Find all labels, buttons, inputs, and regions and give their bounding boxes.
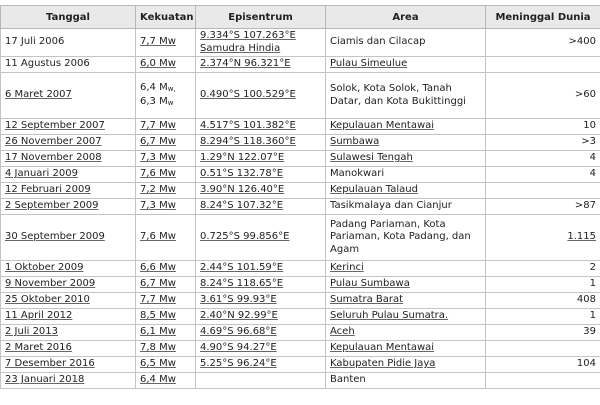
cell-magnitude[interactable] — [136, 135, 196, 151]
table-row — [1, 357, 600, 373]
cell-deaths-text: 2 — [590, 262, 596, 273]
cell-deaths — [486, 309, 600, 325]
cell-area-text[interactable]: Pulau Simeulue — [330, 58, 407, 69]
cell-date[interactable] — [1, 309, 136, 325]
cell-area[interactable] — [326, 341, 486, 357]
cell-deaths[interactable] — [486, 215, 600, 261]
cell-date-text[interactable]: 26 November 2007 — [5, 136, 102, 147]
cell-epicenter[interactable] — [196, 183, 326, 199]
cell-area[interactable] — [326, 183, 486, 199]
cell-deaths-text: 4 — [590, 168, 596, 179]
cell-epicenter[interactable] — [196, 309, 326, 325]
cell-epicenter — [196, 373, 326, 389]
cell-deaths-text: >3 — [581, 136, 596, 147]
cell-area[interactable] — [326, 57, 486, 73]
cell-date-text[interactable]: 4 Januari 2009 — [5, 168, 78, 179]
cell-date-text[interactable]: 7 Desember 2016 — [5, 358, 95, 369]
cell-magnitude[interactable] — [136, 215, 196, 261]
cell-epicenter-text[interactable]: 2.44°S 101.59°E — [200, 262, 283, 273]
cell-magnitude-text[interactable]: 6,5 Mw — [140, 358, 176, 369]
cell-date-text[interactable]: 1 Oktober 2009 — [5, 262, 83, 273]
col-header-date[interactable]: Tanggal — [1, 6, 136, 29]
cell-area-text: Manokwari — [330, 168, 384, 179]
cell-area — [326, 199, 486, 215]
cell-area[interactable] — [326, 135, 486, 151]
cell-deaths — [486, 357, 600, 373]
cell-magnitude[interactable] — [136, 261, 196, 277]
cell-magnitude[interactable] — [136, 309, 196, 325]
cell-date-text[interactable]: 17 November 2008 — [5, 152, 102, 163]
cell-magnitude — [136, 73, 196, 119]
cell-deaths-text: >400 — [569, 36, 596, 47]
cell-area[interactable] — [326, 325, 486, 341]
cell-epicenter[interactable] — [196, 119, 326, 135]
cell-epicenter-text[interactable]: 8.294°S 118.360°E — [200, 136, 296, 147]
cell-date-text: 11 Agustus 2006 — [5, 58, 90, 69]
cell-date[interactable] — [1, 277, 136, 293]
table-row — [1, 151, 600, 167]
cell-area-text: Ciamis dan Cilacap — [330, 36, 425, 47]
cell-date[interactable] — [1, 167, 136, 183]
cell-area[interactable] — [326, 309, 486, 325]
cell-area-text[interactable]: Kepulauan Mentawai — [330, 342, 434, 353]
cell-epicenter[interactable] — [196, 29, 326, 57]
cell-date[interactable] — [1, 183, 136, 199]
table-row — [1, 73, 600, 119]
cell-area — [326, 29, 486, 57]
cell-magnitude[interactable] — [136, 277, 196, 293]
cell-date-text[interactable]: 9 November 2009 — [5, 278, 95, 289]
magnitude-subscript: w, — [168, 85, 176, 93]
cell-epicenter[interactable] — [196, 73, 326, 119]
cell-date[interactable] — [1, 325, 136, 341]
cell-deaths — [486, 341, 600, 357]
cell-magnitude-text[interactable]: 6,7 Mw — [140, 136, 176, 147]
cell-deaths-text[interactable]: 1.115 — [567, 231, 596, 242]
cell-date-text[interactable]: 23 Januari 2018 — [5, 374, 84, 385]
cell-deaths — [486, 119, 600, 135]
cell-magnitude[interactable] — [136, 199, 196, 215]
cell-magnitude-text[interactable]: 6,7 Mw — [140, 278, 176, 289]
cell-date-text[interactable]: 12 Februari 2009 — [5, 184, 91, 195]
cell-deaths-text: 10 — [583, 120, 596, 131]
cell-magnitude-text[interactable]: 7,7 Mw — [140, 120, 176, 131]
cell-magnitude-text[interactable]: 7,8 Mw — [140, 342, 176, 353]
cell-epicenter[interactable] — [196, 167, 326, 183]
table-row — [1, 373, 600, 389]
cell-epicenter[interactable] — [196, 341, 326, 357]
cell-epicenter-text[interactable]: 1.29°N 122.07°E — [200, 152, 284, 163]
cell-deaths — [486, 151, 600, 167]
cell-epicenter[interactable] — [196, 57, 326, 73]
cell-epicenter[interactable] — [196, 325, 326, 341]
cell-area — [326, 167, 486, 183]
cell-deaths — [486, 325, 600, 341]
cell-epicenter-text[interactable]: 0.51°S 132.78°E — [200, 168, 283, 179]
cell-magnitude[interactable] — [136, 183, 196, 199]
cell-magnitude-text[interactable]: 7,2 Mw — [140, 184, 176, 195]
cell-epicenter[interactable] — [196, 215, 326, 261]
cell-deaths — [486, 277, 600, 293]
cell-date-text[interactable]: 2 Maret 2016 — [5, 342, 72, 353]
cell-deaths — [486, 73, 600, 119]
cell-deaths — [486, 57, 600, 73]
cell-area — [326, 373, 486, 389]
cell-magnitude[interactable] — [136, 293, 196, 309]
cell-date-text[interactable]: 2 Juli 2013 — [5, 326, 58, 337]
cell-deaths-text: 408 — [577, 294, 596, 305]
cell-area[interactable] — [326, 293, 486, 309]
cell-deaths — [486, 29, 600, 57]
cell-epicenter-text[interactable]: 2.374°N 96.321°E — [200, 58, 291, 69]
col-header-area[interactable]: Area — [326, 6, 486, 29]
cell-date[interactable] — [1, 293, 136, 309]
cell-area[interactable] — [326, 277, 486, 293]
cell-epicenter-text[interactable]: 8.24°S 107.32°E — [200, 200, 283, 211]
cell-magnitude-text[interactable]: 7,3 Mw — [140, 152, 176, 163]
cell-date-text[interactable]: 2 September 2009 — [5, 200, 98, 211]
table-row — [1, 325, 600, 341]
cell-date-text[interactable]: 6 Maret 2007 — [5, 89, 72, 100]
cell-area[interactable] — [326, 357, 486, 373]
cell-area-text[interactable]: Sumbawa — [330, 136, 379, 147]
cell-date — [1, 57, 136, 73]
cell-date[interactable] — [1, 151, 136, 167]
cell-magnitude-text[interactable]: 6,0 Mw — [140, 58, 176, 69]
cell-magnitude-text[interactable]: 6,1 Mw — [140, 326, 176, 337]
cell-date-text[interactable]: 12 September 2007 — [5, 120, 105, 131]
cell-epicenter[interactable] — [196, 277, 326, 293]
cell-area-text[interactable]: Pulau Sumbawa — [330, 278, 410, 289]
earthquake-table — [0, 5, 600, 389]
cell-deaths-text: 39 — [583, 326, 596, 337]
table-row — [1, 183, 600, 199]
cell-deaths — [486, 261, 600, 277]
cell-date[interactable] — [1, 341, 136, 357]
cell-date — [1, 29, 136, 57]
table-row — [1, 293, 600, 309]
table-row — [1, 341, 600, 357]
cell-area[interactable] — [326, 151, 486, 167]
cell-magnitude-text[interactable]: 6,6 Mw — [140, 262, 176, 273]
cell-epicenter[interactable] — [196, 135, 326, 151]
cell-magnitude[interactable] — [136, 341, 196, 357]
cell-area-text[interactable]: Seluruh Pulau Sumatra. — [330, 310, 448, 321]
cell-deaths-text: >60 — [575, 89, 596, 100]
cell-date[interactable] — [1, 135, 136, 151]
cell-area-text[interactable]: Sulawesi Tengah — [330, 152, 413, 163]
cell-epicenter-text[interactable]: 9.334°S 107.263°E Samudra Hindia — [200, 30, 296, 54]
cell-area — [326, 215, 486, 261]
cell-epicenter-text[interactable]: 4.517°S 101.382°E — [200, 120, 296, 131]
cell-epicenter[interactable] — [196, 357, 326, 373]
cell-deaths-text: 1 — [590, 310, 596, 321]
cell-epicenter-text[interactable]: 5.25°S 96.24°E — [200, 358, 277, 369]
cell-epicenter-text[interactable]: 3.61°S 99.93°E — [200, 294, 277, 305]
cell-area — [326, 73, 486, 119]
cell-epicenter[interactable] — [196, 199, 326, 215]
cell-date-text: 17 Juli 2006 — [5, 36, 64, 47]
cell-area-text[interactable]: Kepulauan Talaud — [330, 184, 418, 195]
cell-date-text[interactable]: 25 Oktober 2010 — [5, 294, 90, 305]
cell-area-text: Solok, Kota Solok, Tanah Datar, dan Kota Bukittinggi — [330, 83, 466, 107]
cell-magnitude[interactable] — [136, 325, 196, 341]
table-row — [1, 167, 600, 183]
cell-deaths-text: 4 — [590, 152, 596, 163]
cell-magnitude-text[interactable]: 7,7 Mw — [140, 294, 176, 305]
cell-magnitude-text[interactable]: 7,6 Mw — [140, 231, 176, 242]
cell-date[interactable] — [1, 119, 136, 135]
cell-date[interactable] — [1, 261, 136, 277]
cell-area-text: Tasikmalaya dan Cianjur — [330, 200, 452, 211]
cell-area-text: Banten — [330, 374, 366, 385]
cell-epicenter[interactable] — [196, 261, 326, 277]
cell-date[interactable] — [1, 357, 136, 373]
table-row — [1, 199, 600, 215]
cell-deaths — [486, 183, 600, 199]
cell-area-text[interactable]: Kerinci — [330, 262, 364, 273]
cell-deaths-text: 1 — [590, 278, 596, 289]
cell-epicenter-text[interactable]: 0.490°S 100.529°E — [200, 89, 296, 100]
cell-date[interactable] — [1, 373, 136, 389]
cell-area-text[interactable]: Aceh — [330, 326, 355, 337]
cell-magnitude[interactable] — [136, 151, 196, 167]
cell-magnitude[interactable] — [136, 57, 196, 73]
table-row — [1, 277, 600, 293]
cell-epicenter[interactable] — [196, 151, 326, 167]
cell-epicenter[interactable] — [196, 293, 326, 309]
cell-area[interactable] — [326, 261, 486, 277]
cell-magnitude[interactable] — [136, 29, 196, 57]
cell-deaths-text: >87 — [575, 200, 596, 211]
cell-area-text[interactable]: Kepulauan Mentawai — [330, 120, 434, 131]
col-header-magnitude[interactable]: Kekuatan — [136, 6, 196, 29]
cell-date[interactable] — [1, 215, 136, 261]
table-header-row — [1, 6, 600, 29]
magnitude-line: 6,3 M — [140, 96, 168, 107]
cell-date-text[interactable]: 11 April 2012 — [5, 310, 72, 321]
cell-magnitude[interactable] — [136, 119, 196, 135]
table-row — [1, 29, 600, 57]
cell-date[interactable] — [1, 73, 136, 119]
cell-date-text[interactable]: 30 September 2009 — [5, 231, 105, 242]
cell-magnitude[interactable] — [136, 373, 196, 389]
table-row — [1, 261, 600, 277]
cell-magnitude-text[interactable]: 6,4 Mw — [140, 374, 176, 385]
cell-area-text[interactable]: Kabupaten Pidie Jaya — [330, 358, 435, 369]
cell-epicenter-text[interactable]: 3.90°N 126.40°E — [200, 184, 284, 195]
cell-epicenter-text[interactable]: 8.24°S 118.65°E — [200, 278, 283, 289]
cell-magnitude-text[interactable]: 7,3 Mw — [140, 200, 176, 211]
cell-magnitude[interactable] — [136, 167, 196, 183]
col-header-epicenter[interactable]: Episentrum — [196, 6, 326, 29]
cell-deaths — [486, 167, 600, 183]
cell-epicenter-text[interactable]: 4.90°S 94.27°E — [200, 342, 277, 353]
cell-deaths — [486, 293, 600, 309]
cell-deaths — [486, 199, 600, 215]
magnitude-line: 6,4 M — [140, 82, 168, 93]
cell-magnitude-text[interactable]: 8,5 Mw — [140, 310, 176, 321]
cell-epicenter-text[interactable]: 2.40°N 92.99°E — [200, 310, 278, 321]
cell-deaths — [486, 135, 600, 151]
table-row — [1, 135, 600, 151]
cell-magnitude[interactable] — [136, 357, 196, 373]
cell-magnitude-text[interactable]: 7,7 Mw — [140, 36, 176, 47]
table-row — [1, 309, 600, 325]
cell-epicenter-text[interactable]: 0.725°S 99.856°E — [200, 231, 289, 242]
table-row — [1, 119, 600, 135]
cell-area-text[interactable]: Sumatra Barat — [330, 294, 403, 305]
col-header-deaths[interactable]: Meninggal Dunia — [486, 6, 600, 29]
cell-date[interactable] — [1, 199, 136, 215]
cell-area[interactable] — [326, 119, 486, 135]
cell-area-text: Padang Pariaman, Kota Pariaman, Kota Padang, dan Agam — [330, 219, 471, 255]
cell-magnitude-text[interactable]: 7,6 Mw — [140, 168, 176, 179]
table-row — [1, 57, 600, 73]
table-row — [1, 215, 600, 261]
magnitude-subscript: w — [168, 99, 174, 107]
cell-epicenter-text[interactable]: 4.69°S 96.68°E — [200, 326, 277, 337]
cell-deaths-text: 104 — [577, 358, 596, 369]
cell-deaths — [486, 373, 600, 389]
